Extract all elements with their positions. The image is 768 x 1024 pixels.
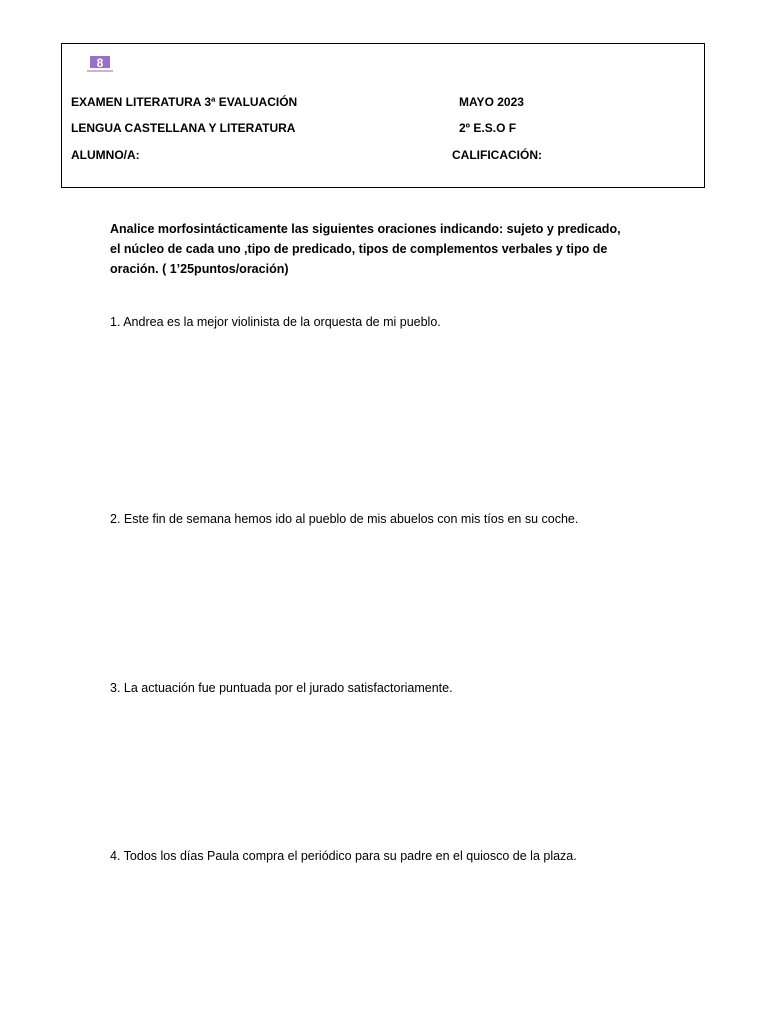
instructions-line: el núcleo de cada uno ,tipo de predicado, tipos de complementos verbales y tipo de xyxy=(110,242,608,256)
instructions-line: Analice morfosintácticamente las siguientes oraciones indicando: sujeto y predicado, xyxy=(110,222,621,236)
question-4: 4. Todos los días Paula compra el periódico para su padre en el quiosco de la plaza. xyxy=(110,849,577,863)
exam-title: EXAMEN LITERATURA 3ª EVALUACIÓN xyxy=(71,95,298,109)
question-2: 2. Este fin de semana hemos ido al pueblo de mis abuelos con mis tíos en su coche. xyxy=(110,512,579,526)
grade-label: CALIFICACIÓN: xyxy=(452,148,542,162)
student-name-label: ALUMNO/A: xyxy=(71,148,140,162)
class-group: 2º E.S.O F xyxy=(459,121,517,135)
school-logo-icon xyxy=(87,56,113,74)
exam-date: MAYO 2023 xyxy=(459,95,524,109)
instructions-line: oración. ( 1’25puntos/oración) xyxy=(110,262,289,276)
question-1: 1. Andrea es la mejor violinista de la orquesta de mi pueblo. xyxy=(110,315,441,329)
question-3: 3. La actuación fue puntuada por el jurado satisfactoriamente. xyxy=(110,681,453,695)
subject-name: LENGUA CASTELLANA Y LITERATURA xyxy=(71,121,296,135)
svg-text:8: 8 xyxy=(96,56,104,70)
exam-header xyxy=(61,43,705,188)
exam-instructions xyxy=(110,219,670,279)
